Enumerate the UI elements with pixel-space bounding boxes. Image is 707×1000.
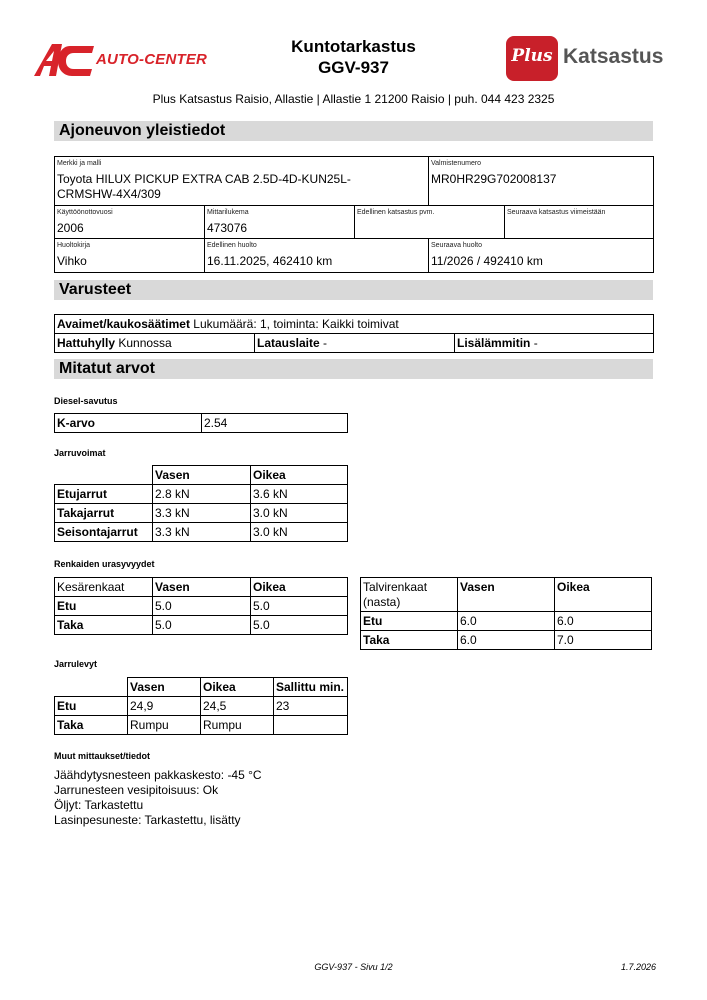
year-cell — [55, 206, 205, 239]
table-header-row — [55, 466, 348, 485]
row-label: Seisontajarrut — [55, 523, 153, 542]
heater-label: Lisälämmitin — [457, 336, 531, 350]
plate-number: GGV-937 — [318, 58, 389, 77]
right-value: 5.0 — [251, 597, 348, 616]
table-row — [55, 597, 348, 616]
row-label: Takajarrut — [55, 504, 153, 523]
table-row — [55, 523, 348, 542]
left-value: 5.0 — [153, 616, 251, 635]
charger-value: - — [323, 336, 328, 350]
left-value: 3.3 kN — [153, 504, 251, 523]
section-measured-title: Mitatut arvot — [54, 359, 653, 379]
table-row — [55, 697, 348, 716]
summer-tyres-table — [54, 577, 348, 635]
brake-force-table — [54, 465, 348, 542]
diesel-subheading: Diesel-savutus — [54, 396, 118, 406]
table-row — [55, 315, 654, 334]
prev-inspection-label: Edellinen katsastus pvm. — [357, 209, 435, 216]
right-value: 7.0 — [555, 631, 652, 650]
table-header-row — [361, 578, 652, 612]
equipment-table — [54, 314, 654, 353]
service-book-value: Vihko — [57, 254, 87, 268]
list-item: Jäähdytysnesteen pakkaskesto: -45 °C — [54, 768, 262, 782]
list-item: Öljyt: Tarkastettu — [54, 798, 144, 812]
tyres-subheading: Renkaiden urasyvyydet — [54, 559, 155, 569]
odometer-cell — [205, 206, 355, 239]
vin-label: Valmistenumero — [431, 160, 482, 167]
row-label: Taka — [55, 716, 128, 735]
min-value: 23 — [274, 697, 348, 716]
col-left-header: Vasen — [153, 466, 251, 485]
table-row — [361, 612, 652, 631]
next-inspection-label: Seuraava katsastus viimeistään — [507, 209, 606, 216]
year-label: Käyttöönottovuosi — [57, 209, 113, 216]
row-label: Etu — [55, 697, 128, 716]
col-right-header: Oikea — [201, 678, 274, 697]
keys-value: Lukumäärä: 1, toiminta: Kaikki toimivat — [193, 317, 399, 331]
diesel-table — [54, 413, 348, 433]
k-value-label: K-arvo — [55, 414, 202, 433]
make-value: Toyota HILUX PICKUP EXTRA CAB 2.5D-4D-KUN25L-CRMSHW-4X4/309 — [57, 172, 351, 201]
charger-label: Latauslaite — [257, 336, 320, 350]
plus-logo-text: Plus — [511, 46, 553, 66]
row-label: Etu — [55, 597, 153, 616]
right-value: Rumpu — [201, 716, 274, 735]
discs-subheading: Jarrulevyt — [54, 659, 98, 669]
min-value — [274, 716, 348, 735]
table-row — [55, 616, 348, 635]
table-row — [361, 631, 652, 650]
col-right-header: Oikea — [251, 466, 348, 485]
right-value: 5.0 — [251, 616, 348, 635]
page-number: GGV-937 - Sivu 1/2 — [314, 962, 393, 972]
keys-label: Avaimet/kaukosäätimet — [57, 317, 190, 331]
row-label: Taka — [55, 616, 153, 635]
left-value: Rumpu — [128, 716, 201, 735]
brake-discs-table — [54, 677, 348, 735]
list-item: Lasinpesuneste: Tarkastettu, lisätty — [54, 813, 241, 827]
table-row — [55, 485, 348, 504]
table-row — [55, 334, 654, 353]
plus-katsastus-logo — [506, 36, 676, 82]
col-min-header: Sallittu min. — [274, 678, 348, 697]
service-book-label: Huoltokirja — [57, 242, 91, 249]
left-value: 2.8 kN — [153, 485, 251, 504]
odometer-value: 473076 — [207, 221, 248, 235]
other-measurements-list — [54, 768, 262, 828]
left-value: 6.0 — [458, 631, 555, 650]
right-value: 3.0 kN — [251, 504, 348, 523]
left-value: 6.0 — [458, 612, 555, 631]
year-value: 2006 — [57, 221, 84, 235]
prev-inspection-cell — [355, 206, 505, 239]
prev-service-value: 16.11.2025, 462410 km — [207, 254, 333, 268]
section-general-title: Ajoneuvon yleistiedot — [54, 121, 653, 141]
make-label: Merkki ja malli — [57, 160, 102, 167]
table-row — [55, 414, 348, 433]
section-equipment-title: Varusteet — [54, 280, 653, 300]
shelf-value: Kunnossa — [118, 336, 172, 350]
row-label: Etujarrut — [55, 485, 153, 504]
table-row — [55, 504, 348, 523]
left-value: 5.0 — [153, 597, 251, 616]
list-item: Jarrunesteen vesipitoisuus: Ok — [54, 783, 219, 797]
k-value: 2.54 — [202, 414, 348, 433]
charger-cell — [255, 334, 455, 353]
katsastus-logo-text: Katsastus — [563, 45, 664, 68]
next-service-value: 11/2026 / 492410 km — [431, 254, 543, 268]
make-cell — [55, 157, 429, 206]
footer-date: 1.7.2026 — [620, 962, 656, 972]
right-value: 3.0 kN — [251, 523, 348, 542]
heater-cell — [455, 334, 654, 353]
right-value: 24,5 — [201, 697, 274, 716]
station-address: Plus Katsastus Raisio, Allastie | Allastie 1 21200 Raisio | puh. 044 423 2325 — [152, 92, 555, 106]
table-header-row — [55, 678, 348, 697]
odometer-label: Mittarilukema — [207, 209, 249, 216]
next-service-cell — [429, 239, 653, 272]
auto-center-logo-text: AUTO-CENTER — [96, 51, 208, 68]
keys-cell — [55, 315, 654, 334]
other-subheading: Muut mittaukset/tiedot — [54, 751, 150, 761]
empty-header-cell — [55, 678, 128, 697]
col-left-header: Vasen — [128, 678, 201, 697]
col-left-header: Vasen — [153, 578, 251, 597]
brakes-subheading: Jarruvoimat — [54, 448, 106, 458]
left-value: 3.3 kN — [153, 523, 251, 542]
prev-service-label: Edellinen huolto — [207, 242, 257, 249]
right-value: 3.6 kN — [251, 485, 348, 504]
general-info-box — [54, 156, 654, 273]
left-value: 24,9 — [128, 697, 201, 716]
prev-service-cell — [205, 239, 429, 272]
col-right-header: Oikea — [251, 578, 348, 597]
winter-tyres-table — [360, 577, 652, 650]
shelf-cell — [55, 334, 255, 353]
next-inspection-cell — [505, 206, 653, 239]
heater-value: - — [533, 336, 538, 350]
right-value: 6.0 — [555, 612, 652, 631]
summer-tyres-label: Kesärenkaat — [55, 578, 153, 597]
row-label: Etu — [361, 612, 458, 631]
next-service-label: Seuraava huolto — [431, 242, 482, 249]
title-text: Kuntotarkastus — [291, 37, 416, 56]
vin-cell — [429, 157, 653, 206]
empty-header-cell — [55, 466, 153, 485]
table-header-row — [55, 578, 348, 597]
vin-value: MR0HR29G702008137 — [431, 172, 557, 186]
table-row — [55, 716, 348, 735]
col-left-header: Vasen — [458, 578, 555, 612]
winter-tyres-label: Talvirenkaat (nasta) — [361, 578, 458, 612]
service-book-cell — [55, 239, 205, 272]
shelf-label: Hattuhylly — [57, 336, 116, 350]
col-right-header: Oikea — [555, 578, 652, 612]
row-label: Taka — [361, 631, 458, 650]
